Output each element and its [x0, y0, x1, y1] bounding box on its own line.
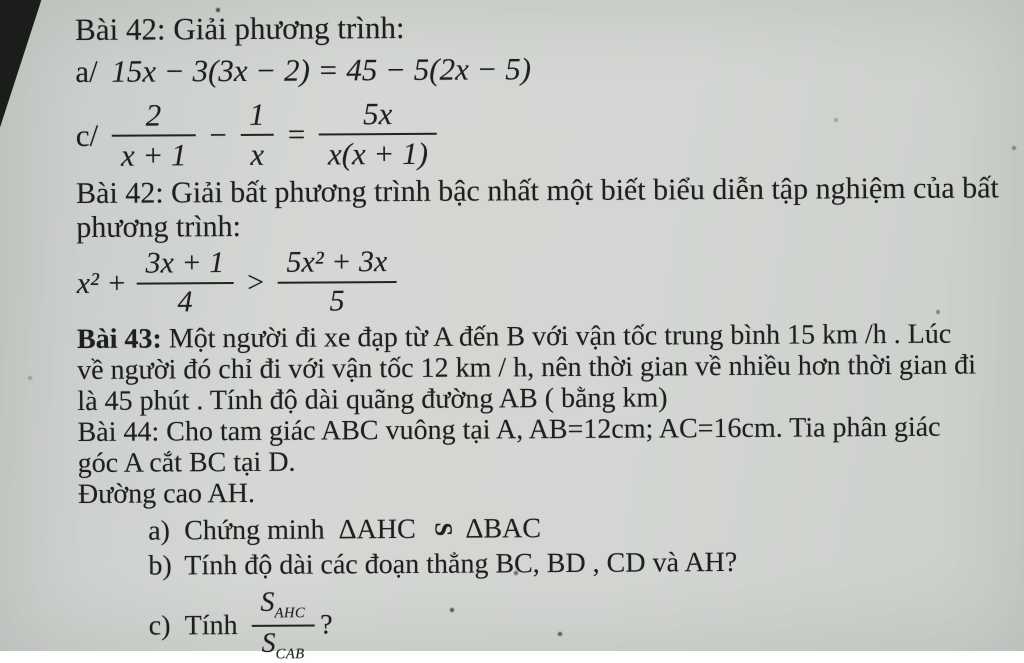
- fraction-denominator: 5: [329, 284, 345, 318]
- problem-42-part-c: [76, 94, 1006, 171]
- fraction-denominator: [252, 626, 315, 662]
- problem-44-line3: Đường cao AH.: [77, 478, 256, 511]
- fraction-denominator: x + 1: [120, 136, 187, 173]
- photo-corner-shadow: [0, 0, 44, 152]
- greater-than-operator: >: [245, 265, 266, 299]
- minus-operator: −: [207, 116, 229, 152]
- problem-44-part-b: [78, 546, 1008, 583]
- problem-44-part-c: [79, 585, 1009, 663]
- problem-42-equations-title: Bài 42: Giải phương trình:: [75, 9, 405, 47]
- fraction-3x-plus-1-over-4: [137, 248, 234, 318]
- fraction-numerator: 3x + 1: [137, 248, 234, 284]
- problem-42-inequality-title-line2: phương trình:: [76, 210, 242, 245]
- problem-43-label: Bài 43:: [76, 323, 162, 356]
- fraction-numerator: 1: [240, 99, 274, 136]
- area-ratio-fraction: [251, 589, 314, 662]
- fraction-numerator: 5x: [319, 98, 437, 135]
- fraction-denominator: x: [250, 136, 265, 172]
- fraction-numerator: 2: [112, 99, 196, 136]
- part-a-text: Chứng minh: [184, 514, 325, 547]
- fraction-1-over-x: [240, 96, 274, 172]
- area-subscript-ahc: AHC: [274, 605, 306, 622]
- area-subscript-cab: CAB: [275, 645, 305, 663]
- problem-44-line2: góc A cắt BC tại D.: [77, 447, 296, 480]
- part-label-a: a/: [75, 53, 98, 89]
- problem-43-line1-text: Một người đi xe đạp từ A đến B với vận tốc trung bình 15 km /h . Lúc: [161, 319, 952, 355]
- similarity-symbol: S: [429, 522, 457, 537]
- equation-part-a: 15x − 3(3x − 2) = 45 − 5(2x − 5): [111, 51, 532, 89]
- part-c-text: Tính: [184, 610, 238, 642]
- area-symbol: S: [261, 627, 276, 659]
- fraction-2-over-x-plus-1: [112, 99, 196, 171]
- part-label-c: c/: [75, 117, 99, 153]
- problem-43-line2: về người đó chỉ đi với vận tốc 12 km / h, nên thời gian về nhiều hơn thời gian đi: [77, 349, 977, 387]
- inequality-lhs: x² +: [76, 266, 127, 300]
- page-content: [75, 6, 1009, 663]
- fraction-numerator: [251, 589, 314, 627]
- problem-44-line1: Bài 44: Cho tam giác ABC vuông tại A, AB=12cm; AC=16cm. Tia phân giác: [77, 412, 941, 449]
- problem-42-inequality-title-line1: Bài 42: Giải bất phương trình bậc nhất một biết biểu diễn tập nghiệm của bất: [76, 171, 999, 211]
- fraction-denominator: 4: [177, 285, 193, 319]
- problem-42-part-a: [75, 48, 1005, 90]
- fraction-5x-over-x-x-plus-1: [319, 98, 438, 170]
- fraction-denominator: x(x + 1): [327, 135, 429, 172]
- part-label-a: a): [148, 515, 171, 547]
- fraction-numerator: 5x² + 3x: [277, 247, 396, 283]
- triangle-bac: ΔBAC: [465, 513, 542, 546]
- problem-44-part-a: [78, 511, 1008, 548]
- problem-43-line3: là 45 phút . Tính độ dài quãng đường AB ( bằng km): [77, 382, 668, 418]
- fraction-5x2-plus-3x-over-5: [277, 247, 396, 317]
- triangle-ahc: ΔAHC: [338, 514, 416, 546]
- part-label-c: c): [148, 610, 171, 642]
- equals-operator: =: [285, 116, 307, 152]
- part-label-b: b): [148, 550, 172, 582]
- area-symbol: S: [260, 587, 275, 619]
- part-b-text: Tính độ dài các đoạn thẳng BC, BD , CD và AH?: [184, 547, 738, 582]
- question-mark: ?: [320, 609, 333, 641]
- problem-42-inequality-expression: [76, 244, 1006, 319]
